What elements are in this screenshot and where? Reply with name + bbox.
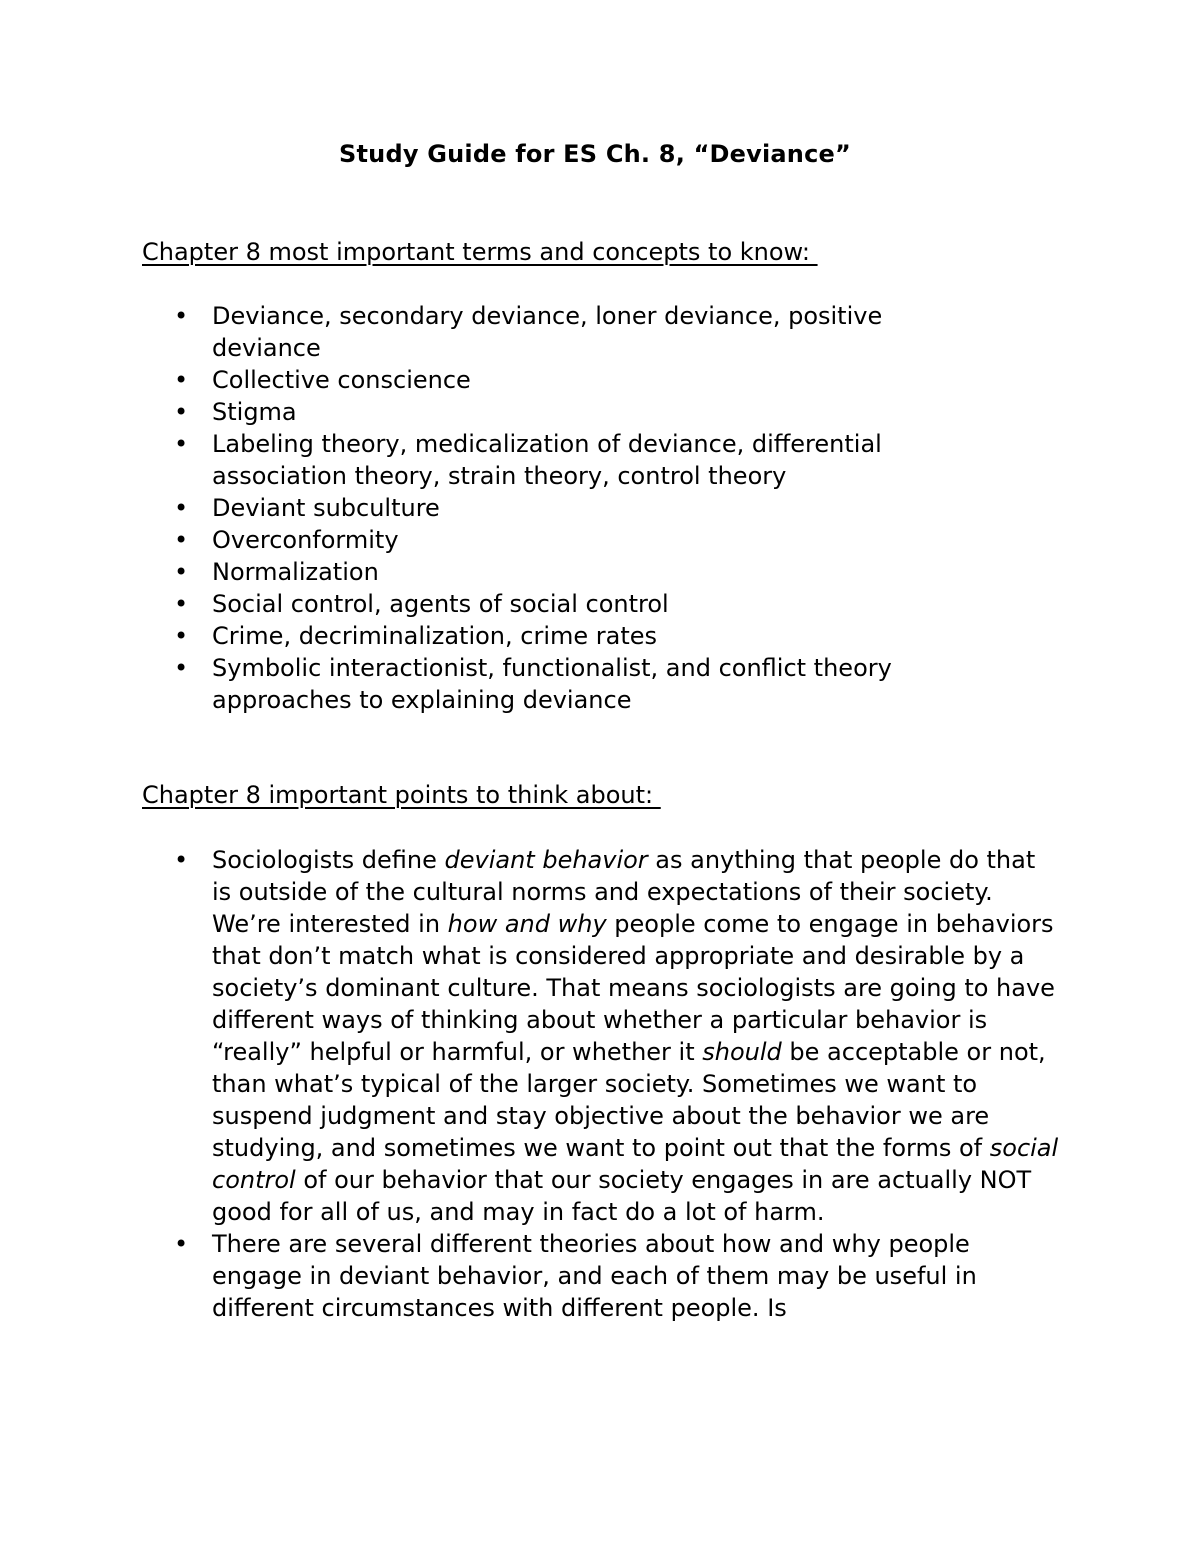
bullet-icon: • — [174, 558, 189, 586]
term-text: Deviance, secondary deviance, loner deviance, positive deviance — [212, 302, 883, 362]
term-text: Labeling theory, medicalization of deviance, differential association theory, strain theory, control theory — [212, 430, 882, 490]
bullet-icon: • — [174, 1230, 189, 1258]
point-segment: Sociologists define — [212, 846, 445, 874]
list-item — [0, 300, 1000, 364]
list-item — [0, 844, 1080, 1228]
list-item — [0, 492, 1000, 524]
list-item — [0, 620, 1000, 652]
bullet-icon: • — [174, 430, 189, 458]
term-text: Normalization — [212, 558, 379, 586]
points-list — [0, 844, 1080, 1324]
point-segment: be acceptable or not, than what’s typical of the larger society. Sometimes we want to suspend judgment and stay objective about the behavior we are studying, and sometimes we want to point out that the forms of — [212, 1038, 1046, 1162]
bullet-icon: • — [174, 494, 189, 522]
bullet-icon: • — [174, 846, 189, 874]
list-item — [0, 396, 1000, 428]
term-text: Stigma — [212, 398, 297, 426]
bullet-icon: • — [174, 622, 189, 650]
point-segment: There are several different theories about how and why people engage in deviant behavior, and each of them may be useful in different circumstances with different people. Is — [212, 1230, 977, 1322]
list-item — [0, 1228, 1080, 1324]
list-item — [0, 364, 1000, 396]
bullet-icon: • — [174, 526, 189, 554]
list-item — [0, 524, 1000, 556]
point-segment: people come to engage in behaviors that don’t match what is considered appropriate and desirable by a society’s dominant culture. That means sociologists are going to have different ways of thinking about whether a particular behavior is “really” helpful or harmful, or whether it — [212, 910, 1055, 1066]
term-text: Crime, decriminalization, crime rates — [212, 622, 658, 650]
points-heading: Chapter 8 important points to think about: — [142, 781, 661, 809]
terms-heading: Chapter 8 most important terms and concepts to know: — [142, 238, 818, 266]
point-text — [212, 1228, 1062, 1324]
bullet-icon: • — [174, 302, 189, 330]
point-segment-italic: should — [702, 1038, 782, 1066]
point-segment-italic: deviant behavior — [444, 846, 648, 874]
list-item — [0, 428, 1000, 492]
point-segment: of our behavior that our society engages in are actually NOT good for all of us, and may in fact do a lot of harm. — [212, 1166, 1032, 1226]
term-text: Deviant subculture — [212, 494, 440, 522]
term-text: Collective conscience — [212, 366, 471, 394]
document-title: Study Guide for ES Ch. 8, “Deviance” — [339, 140, 851, 168]
term-text: Symbolic interactionist, functionalist, and conflict theory approaches to explaining deviance — [212, 654, 892, 714]
list-item — [0, 652, 1000, 716]
list-item — [0, 588, 1000, 620]
term-text: Overconformity — [212, 526, 399, 554]
bullet-icon: • — [174, 590, 189, 618]
terms-list — [0, 300, 1000, 716]
bullet-icon: • — [174, 654, 189, 682]
point-segment-italic: social control — [212, 1134, 1059, 1194]
bullet-icon: • — [174, 366, 189, 394]
point-segment-italic: how and why — [447, 910, 607, 938]
point-segment: as anything that people do that is outside of the cultural norms and expectations of their society. We’re interested in — [212, 846, 1036, 938]
bullet-icon: • — [174, 398, 189, 426]
list-item — [0, 556, 1000, 588]
point-text — [212, 844, 1062, 1228]
term-text: Social control, agents of social control — [212, 590, 669, 618]
